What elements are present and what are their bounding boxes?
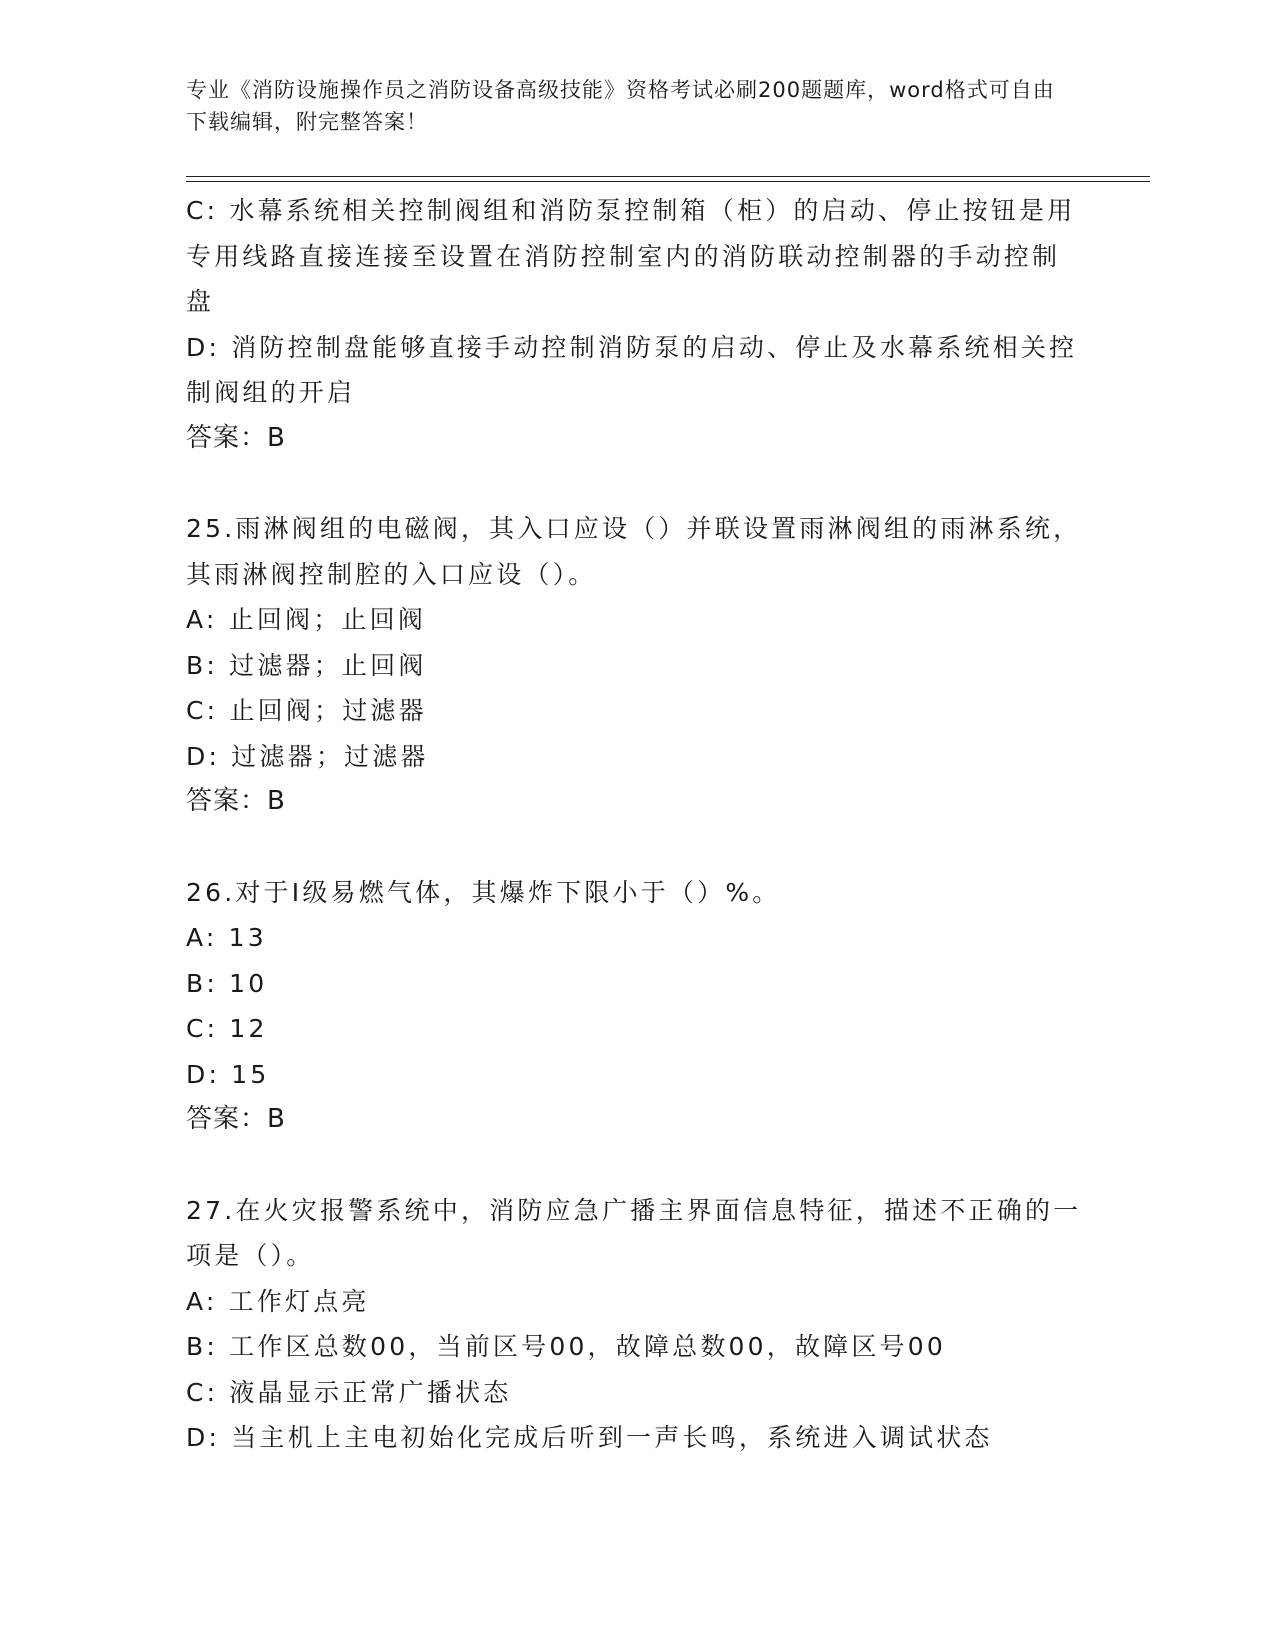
question-24-remainder: [186, 188, 1086, 461]
q27-option-a: A: 工作灯点亮: [186, 1286, 370, 1316]
q24-option-d: D: 消防控制盘能够直接手动控制消防泵的启动、停止及水幕系统相关控制阀组的开启: [186, 332, 1078, 407]
q27-option-b: B: 工作区总数00，当前区号00，故障总数00，故障区号00: [186, 1332, 946, 1361]
q25-question: 25.雨淋阀组的电磁阀，其入口应设（）并联设置雨淋阀组的雨淋系统，其雨淋阀控制腔的入口应设（）。: [186, 514, 1082, 589]
header-rule-top: [186, 176, 1150, 177]
header-rule-bottom: [186, 181, 1150, 182]
document-body: [186, 188, 1086, 1461]
q26-answer: 答案：B: [186, 1104, 286, 1134]
q27-question: 27.在火灾报警系统中，消防应急广播主界面信息特征，描述不正确的一项是（）。: [186, 1195, 1082, 1270]
document-header: 专业《消防设施操作员之消防设备高级技能》资格考试必刷200题题库，word格式可自由下载编辑，附完整答案！: [186, 78, 1055, 134]
q26-option-b: B: 10: [186, 968, 268, 998]
q25-answer: 答案：B: [186, 786, 286, 816]
q24-option-c: C: 水幕系统相关控制阀组和消防泵控制箱（柜）的启动、停止按钮是用专用线路直接连接至设置在消防控制室内的消防联动控制器的手动控制盘: [186, 196, 1076, 316]
q27-option-c: C: 液晶显示正常广播状态: [186, 1377, 512, 1407]
question-27: [186, 1188, 1086, 1461]
question-26: [186, 870, 1086, 1143]
q25-option-c: C: 止回阀；过滤器: [186, 696, 427, 725]
spacer: [186, 1143, 1086, 1188]
q25-option-b: B: 过滤器；止回阀: [186, 650, 427, 680]
q26-option-d: D: 15: [186, 1059, 270, 1089]
spacer: [186, 825, 1086, 870]
q25-option-d: D: 过滤器；过滤器: [186, 741, 429, 771]
q27-option-d: D: 当主机上主电初始化完成后听到一声长鸣，系统进入调试状态: [186, 1423, 993, 1452]
q24-answer: 答案：B: [186, 422, 286, 453]
question-25: [186, 506, 1086, 825]
q25-option-a: A: 止回阀；止回阀: [186, 605, 427, 634]
q26-option-a: A: 13: [186, 923, 267, 952]
spacer: [186, 461, 1086, 506]
q26-option-c: C: 12: [186, 1014, 268, 1043]
q26-question: 26.对于Ⅰ级易燃气体，其爆炸下限小于（）%。: [186, 877, 781, 907]
